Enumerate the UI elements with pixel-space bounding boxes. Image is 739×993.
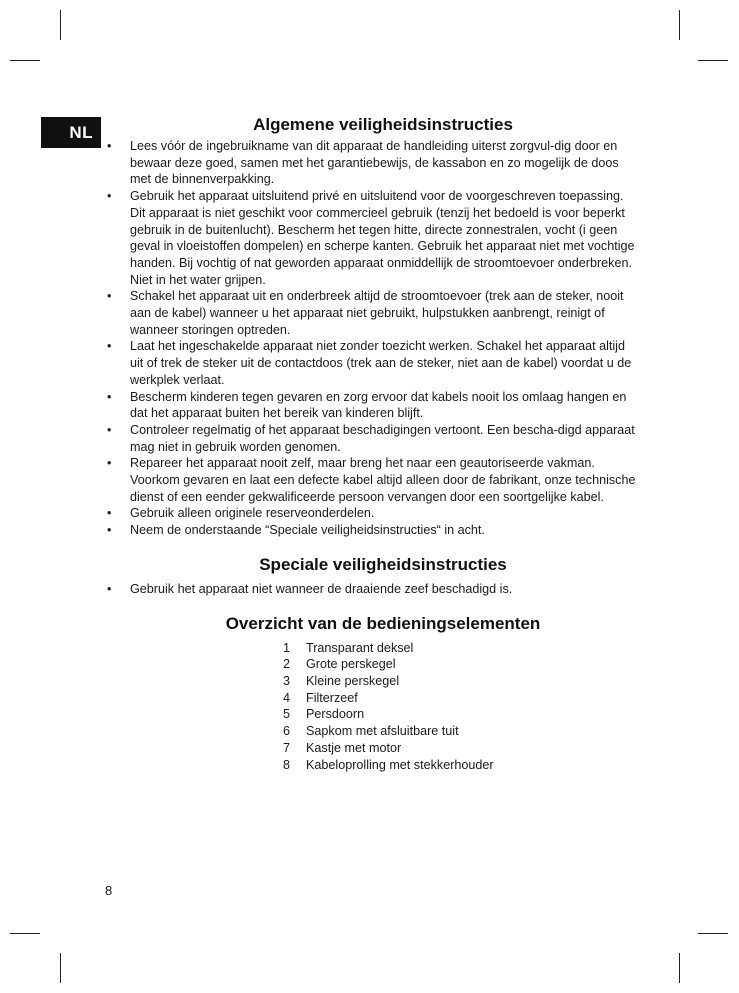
bullet: • xyxy=(107,456,112,471)
part-number: 3 xyxy=(283,673,291,688)
list-item xyxy=(107,505,639,522)
part-row xyxy=(283,757,639,774)
list-item xyxy=(107,581,639,598)
list-item xyxy=(107,288,639,338)
list-item-text: Neem de onderstaande “Speciale veiligheidsinstructies“ in acht. xyxy=(130,523,485,538)
part-label: Kabeloprolling met stekkerhouder xyxy=(306,757,494,772)
list-item xyxy=(107,455,639,505)
list-item-text: Gebruik het apparaat uitsluitend privé en uitsluitend voor de voorgeschreven toepassing. Dit apparaat is niet geschikt voor commercieel gebruik (tenzij het bedoeld is voor beperkt gebruik in de buitenlucht). Bescherm het tegen hitte, directe zonnestralen, vocht (i geen geval in vloeistoffen dompelen) en scherpe kanten. Gebruik het apparaat niet met vochtige handen. Bij vochtig of nat geworden apparaat onmiddellijk de stroomtoevoer onderbreken. Niet in het water grijpen. xyxy=(130,189,635,287)
bullet: • xyxy=(107,389,112,404)
general-safety-list xyxy=(107,138,639,539)
list-item-text: Lees vóór de ingebruikname van dit apparaat de handleiding uiterst zorgvul-dig door en bewaar deze goed, samen met het garantiebewijs, de kassabon en zo mogelijk de doos met de binnenverpakking. xyxy=(130,139,619,187)
part-row xyxy=(283,673,639,690)
part-row xyxy=(283,723,639,740)
list-item-text: Gebruik alleen originele reserveonderdelen. xyxy=(130,506,375,521)
part-number: 1 xyxy=(283,640,291,655)
parts-list xyxy=(283,640,639,774)
language-tab: NL xyxy=(41,117,101,148)
crop-mark xyxy=(10,933,40,934)
overview-title: Overzicht van de bedieningselementen xyxy=(225,613,541,633)
part-row xyxy=(283,706,639,723)
bullet: • xyxy=(107,289,112,304)
crop-mark xyxy=(698,933,728,934)
list-item-text: Repareer het apparaat nooit zelf, maar breng het naar een geautoriseerde vakman. Voorkom gevaren en laat een defecte kabel altijd alleen door de fabrikant, onze technische dienst of een eender gekwalificeerde persoon vervangen door een soortgelijke kabel. xyxy=(130,456,636,504)
part-label: Filterzeef xyxy=(306,690,358,705)
list-item-text: Schakel het apparaat uit en onderbreek altijd de stroomtoevoer (trek aan de steker, nooit aan de kabel) wanneer u het apparaat niet gebruikt, hulpstukken aanbrengt, reinigt of wanneer storingen optreden. xyxy=(130,289,624,337)
list-item xyxy=(107,522,639,539)
part-number: 2 xyxy=(283,657,291,672)
part-row xyxy=(283,740,639,757)
list-item xyxy=(107,338,639,388)
part-label: Kastje met motor xyxy=(306,740,402,755)
part-number: 6 xyxy=(283,724,291,739)
crop-mark xyxy=(60,953,61,983)
crop-mark xyxy=(60,10,61,40)
part-row xyxy=(283,656,639,673)
bullet: • xyxy=(107,581,112,596)
bullet: • xyxy=(107,189,112,204)
part-label: Kleine perskegel xyxy=(306,673,400,688)
crop-mark xyxy=(679,953,680,983)
crop-mark xyxy=(679,10,680,40)
bullet: • xyxy=(107,506,112,521)
list-item-text: Gebruik het apparaat niet wanneer de draaiende zeef beschadigd is. xyxy=(130,581,513,596)
bullet: • xyxy=(107,139,112,153)
list-item xyxy=(107,138,639,188)
crop-mark xyxy=(698,60,728,61)
part-label: Sapkom met afsluitbare tuit xyxy=(306,724,459,739)
list-item xyxy=(107,188,639,288)
list-item-text: Bescherm kinderen tegen gevaren en zorg ervoor dat kabels nooit los omlaag hangen en dat het apparaat buiten het bereik van kinderen blijft. xyxy=(130,389,627,421)
list-item-text: Laat het ingeschakelde apparaat niet zonder toezicht werken. Schakel het apparaat altijd uit of trek de steker uit de contactdoos (trek aan de steker, niet aan de kabel) voordat u de werkplek verlaat. xyxy=(130,339,632,387)
part-number: 4 xyxy=(283,690,291,705)
list-item xyxy=(107,422,639,455)
part-number: 7 xyxy=(283,740,291,755)
bullet: • xyxy=(107,523,112,538)
part-label: Grote perskegel xyxy=(306,657,396,672)
page-number: 8 xyxy=(105,883,113,898)
list-item xyxy=(107,389,639,422)
part-number: 5 xyxy=(283,707,291,722)
bullet: • xyxy=(107,339,112,354)
bullet: • xyxy=(107,422,112,437)
special-safety-title: Speciale veiligheidsinstructies xyxy=(259,554,507,574)
general-safety-title: Algemene veiligheidsinstructies xyxy=(253,115,513,134)
page-content xyxy=(107,115,639,773)
list-item-text: Controleer regelmatig of het apparaat beschadigingen vertoont. Een bescha-digd apparaat mag niet in gebruik worden genomen. xyxy=(130,422,635,454)
part-row xyxy=(283,690,639,707)
part-label: Transparant deksel xyxy=(306,640,414,655)
part-row xyxy=(283,640,639,657)
part-number: 8 xyxy=(283,757,291,772)
part-label: Persdoorn xyxy=(306,707,365,722)
crop-mark xyxy=(10,60,40,61)
special-safety-list xyxy=(107,581,639,598)
